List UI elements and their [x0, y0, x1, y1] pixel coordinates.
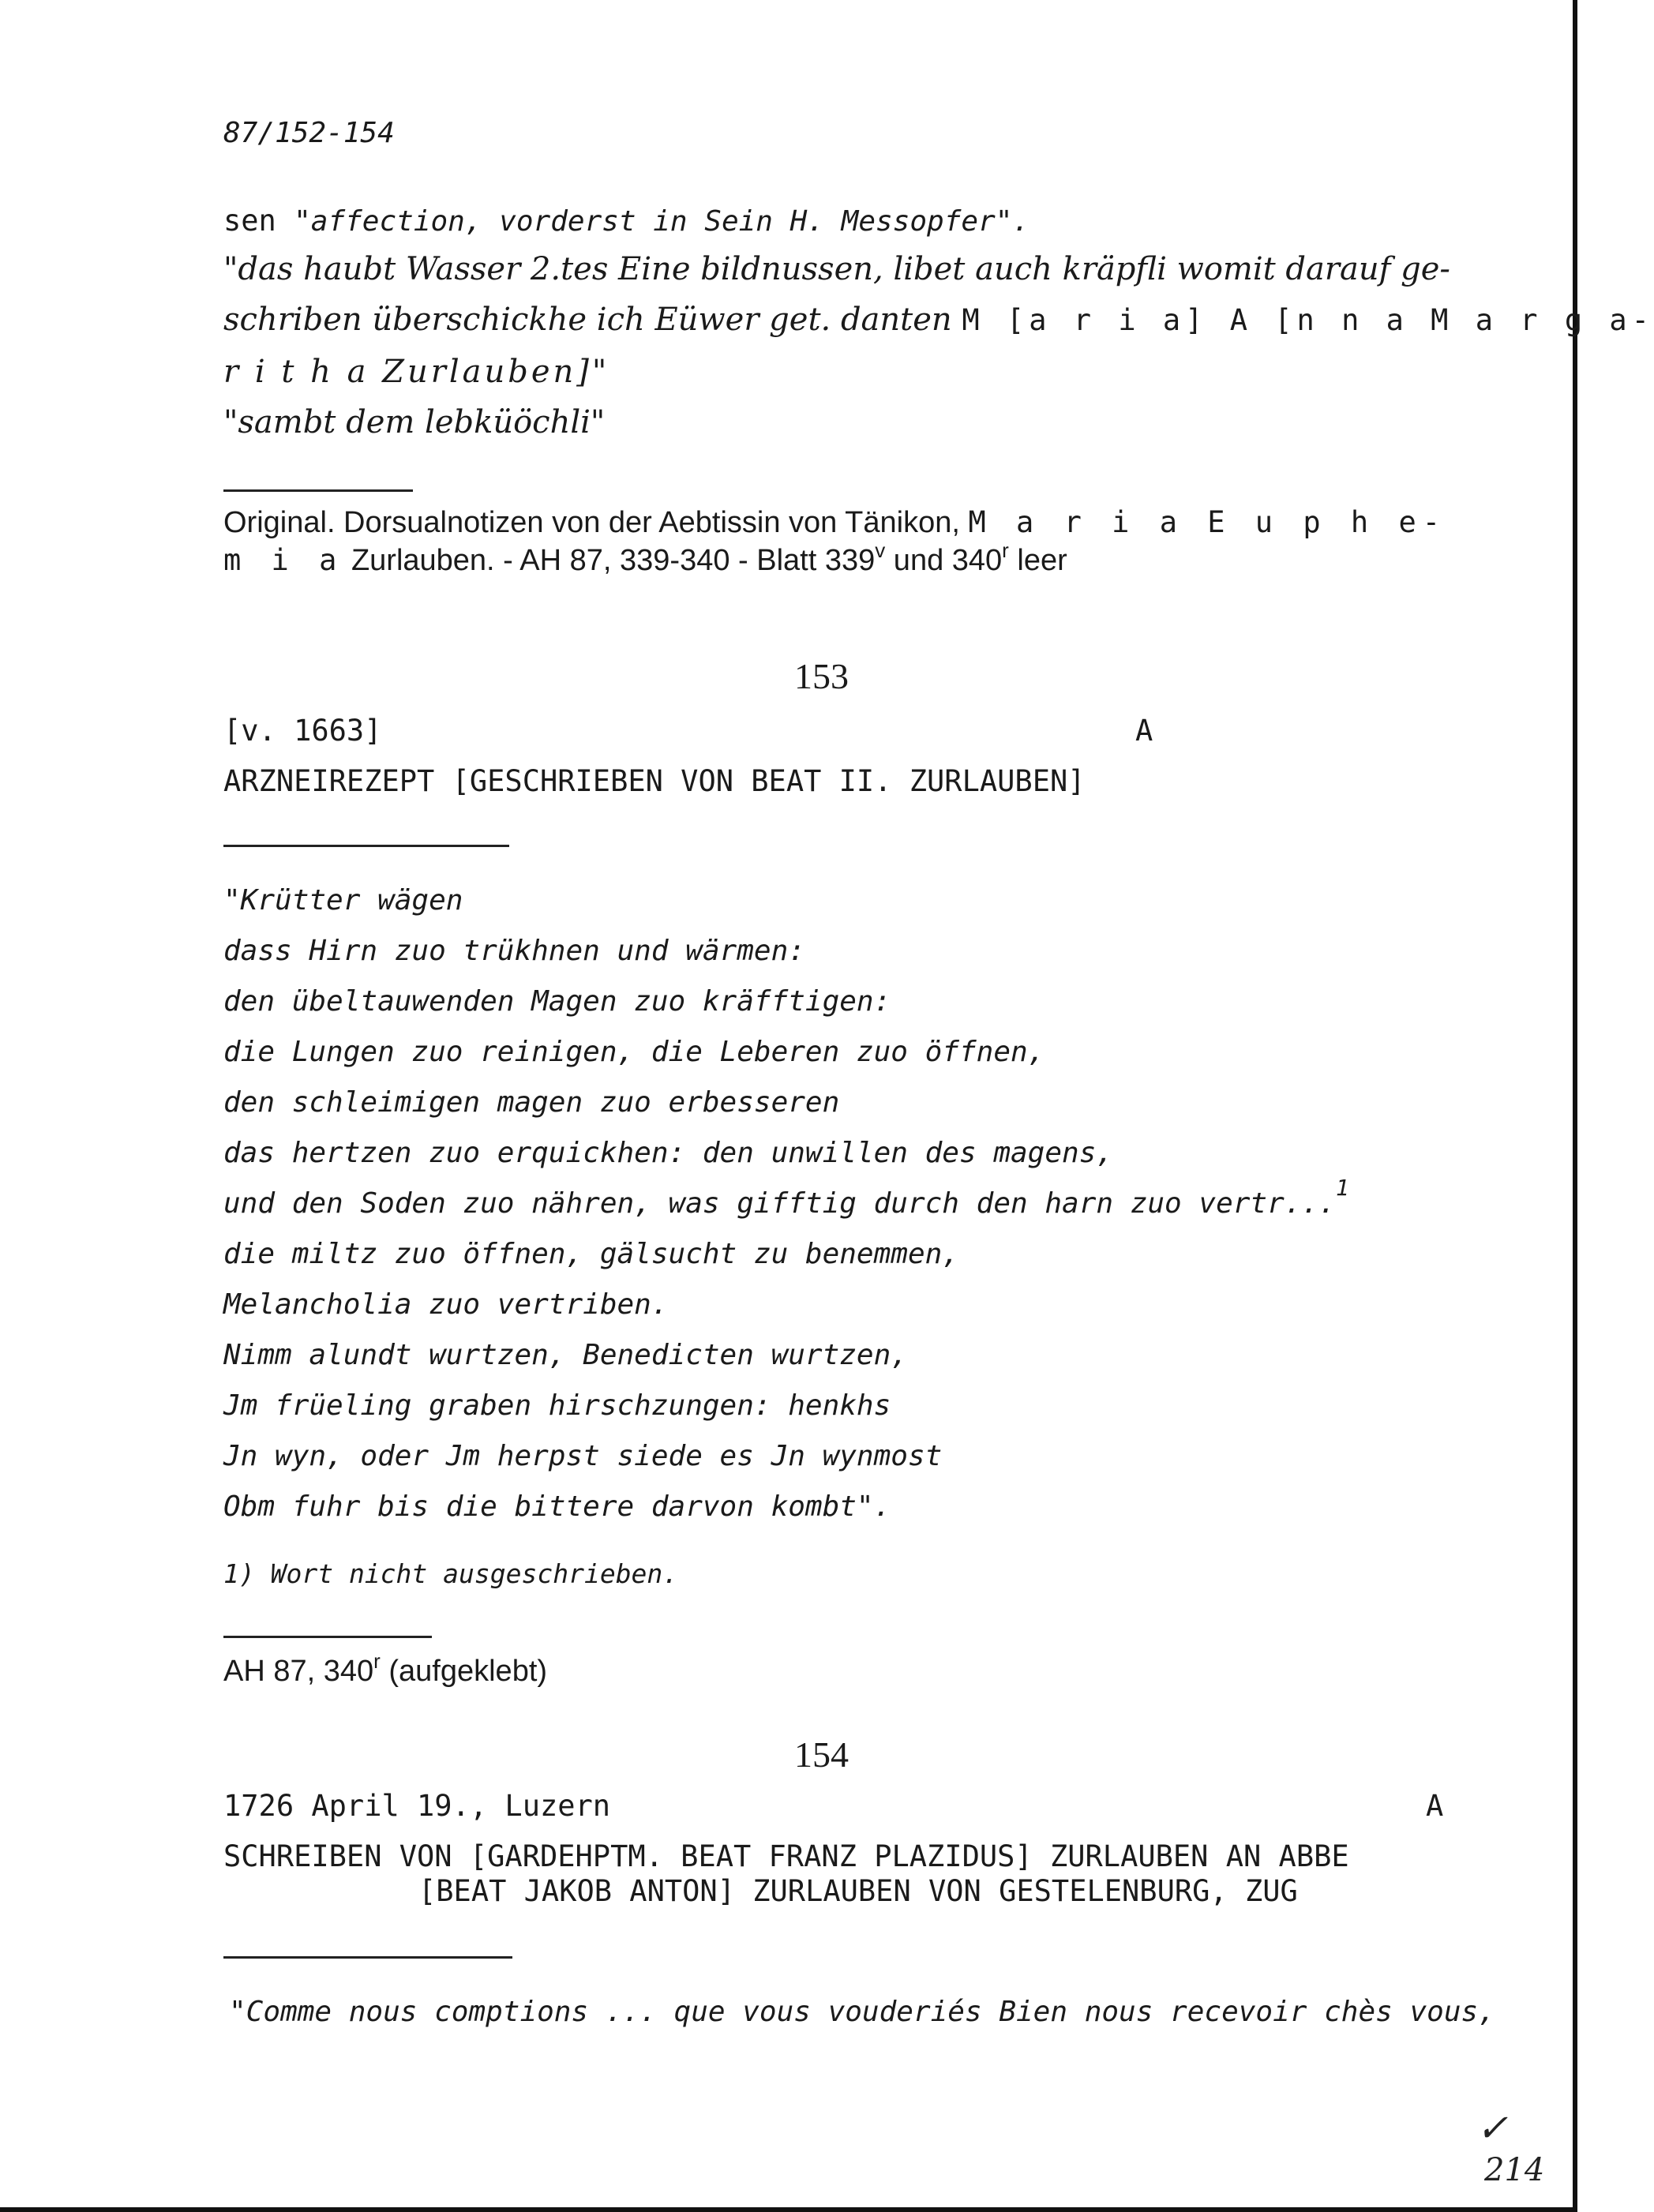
doc152-note-line-2: m i a Zurlauben. - AH 87, 339-340 - Blatt 339$^v$ und 340$^r$ leer [223, 538, 1067, 577]
doc153-line-10: Nimm alundt wurtzen, Benedicten wurtzen, [223, 1339, 908, 1371]
separator-rule [223, 845, 509, 847]
doc153-line-13: Obm fuhr bis die bittere darvon kombt". [223, 1490, 891, 1523]
doc153-line-5: den schleimigen magen zuo erbesseren [223, 1086, 840, 1119]
doc154-date: 1726 April 19., Luzern [223, 1789, 611, 1823]
doc153-title: ARZNEIREZEPT [GESCHRIEBEN VON BEAT II. ZURLAUBEN] [223, 764, 1086, 798]
doc153-source: AH 87, 340$^r$ (aufgeklebt) [223, 1649, 548, 1688]
doc153-line-11: Jm früeling graben hirschzungen: henkhs [223, 1389, 891, 1422]
doc154-type: A [1426, 1789, 1444, 1823]
doc152-line-3: schriben überschickhe ich Eüwer get. danten M [a r i a] A [n n a M a r g a- [223, 302, 1654, 338]
doc153-footnote: 1) Wort nicht ausgeschrieben. [223, 1558, 679, 1589]
doc153-date: [v. 1663] [223, 714, 382, 748]
doc154-title-line-2: [BEAT JAKOB ANTON] ZURLAUBEN VON GESTELENBURG, ZUG [418, 1874, 1298, 1908]
doc153-line-9: Melancholia zuo vertriben. [223, 1288, 669, 1321]
check-mark-icon: ✓ [1476, 2106, 1509, 2150]
doc154-first-line: "Comme nous comptions ... que vous vouderiés Bien nous recevoir chès vous, [229, 1996, 1495, 2028]
footnote-marker: 1 [1335, 1175, 1349, 1201]
page-reference: 87/152-154 [223, 117, 395, 149]
doc152-line-2: "das haubt Wasser 2.tes Eine bildnussen, libet auch kräpfli womit darauf ge- [223, 251, 1450, 287]
separator-rule [223, 1956, 512, 1959]
doc153-line-3: den übeltauwenden Magen zuo kräfftigen: [223, 985, 891, 1018]
doc153-line-6: das hertzen zuo erquickhen: den unwillen des magens, [223, 1137, 1114, 1169]
separator-rule [223, 1636, 432, 1638]
doc153-line-12: Jn wyn, oder Jm herpst siede es Jn wynmost [223, 1440, 943, 1472]
doc153-line-8: die miltz zuo öffnen, gälsucht zu benemmen, [223, 1238, 959, 1270]
doc152-line-4: r i t h a Zurlauben]" [223, 354, 610, 390]
doc153-line-7: und den Soden zuo nähren, was gifftig durch den harn zuo vertr...$^1$ [223, 1175, 1349, 1220]
doc153-number: 153 [794, 656, 849, 696]
doc152-line-1: sen "affection, vorderst in Sein H. Messopfer". [223, 204, 1030, 238]
doc154-title-line-1: SCHREIBEN VON [GARDEHPTM. BEAT FRANZ PLAZIDUS] ZURLAUBEN AN ABBE [223, 1839, 1349, 1873]
separator-rule [223, 489, 413, 492]
doc153-line-1: "Krütter wägen [223, 884, 463, 917]
doc153-type: A [1135, 714, 1153, 748]
doc153-line-4: die Lungen zuo reinigen, die Leberen zuo öffnen, [223, 1036, 1045, 1068]
doc152-note-line-1: Original. Dorsualnotizen von der Aebtissin von Tänikon, M a r i a E u p h e- [223, 505, 1447, 539]
doc154-number: 154 [794, 1734, 849, 1775]
doc152-line-5: "sambt dem lebküöchli" [223, 404, 606, 441]
doc153-line-2: dass Hirn zuo trükhnen und wärmen: [223, 935, 805, 967]
page-number-handwritten: 214 [1484, 2152, 1545, 2188]
